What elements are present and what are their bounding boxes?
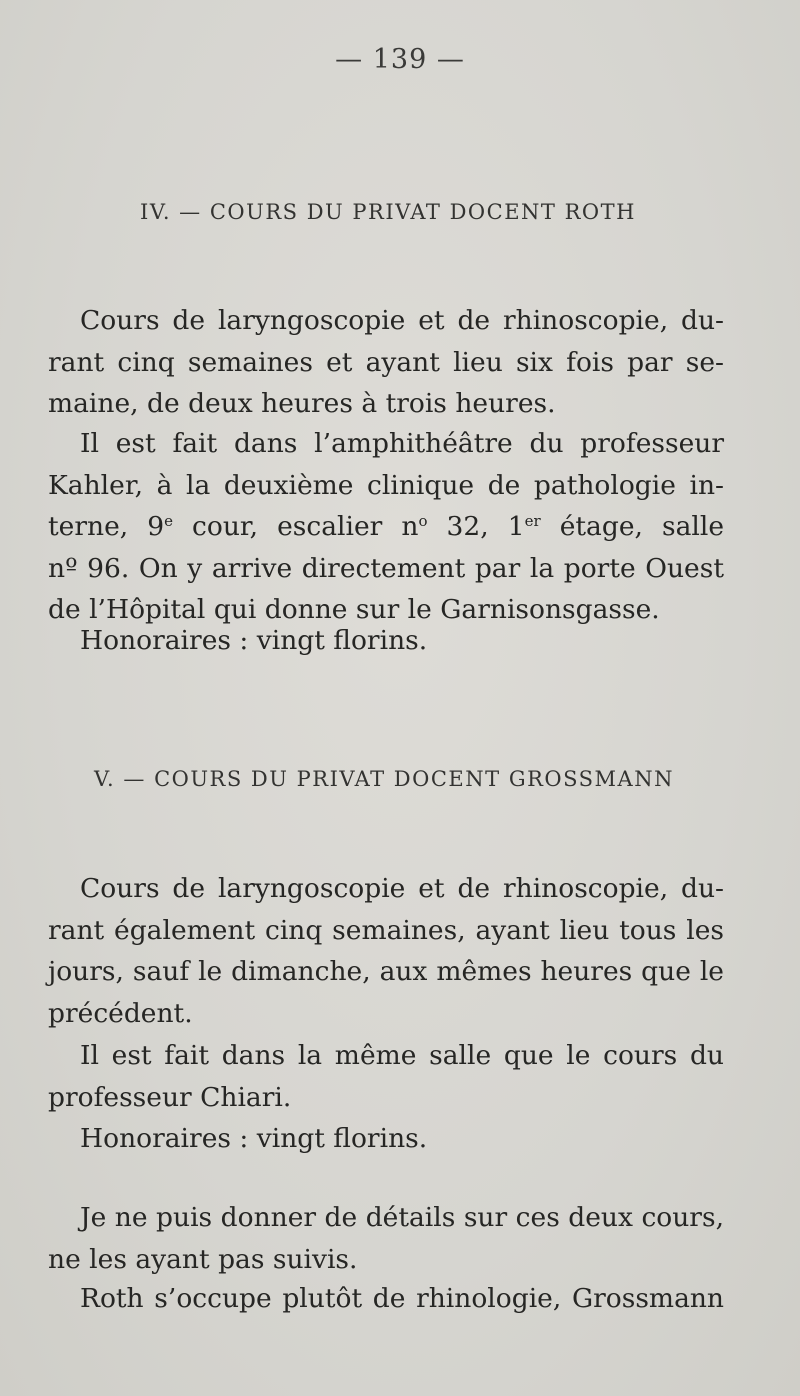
paragraph-grossmann-fees [48,1118,724,1160]
text-line: jours, sauf le dimanche, aux mêmes heures que le [48,956,724,987]
paragraph-roth-course [48,300,724,425]
text-line: Kahler, à la deuxième clinique de pathologie in- [48,469,724,501]
text-line: Roth s’occupe plutôt de rhinologie, Grossmann [80,1283,724,1314]
paragraph-roth-fees [48,620,724,662]
paragraph-author-note [48,1197,724,1280]
text-line: maine, de deux heures à trois heures. [48,388,556,419]
text-line: Honoraires : vingt florins. [80,625,428,656]
text-line: rant cinq semaines et ayant lieu six fois par se- [48,346,724,378]
paragraph-grossmann-location [48,1035,724,1118]
text-line: Cours de laryngoscopie et de rhinoscopie, du- [80,305,724,336]
page-number: — 139 — [335,44,465,75]
text-line: Cours de laryngoscopie et de rhinoscopie, du- [80,873,724,904]
text-line: terne, 9e cour, escalier $n^o$ 32, 1er étage, salle [48,511,724,542]
text-line: Il est fait dans l’amphithéâtre du professeur [80,428,724,459]
paragraph-roth-location [48,423,724,631]
paragraph-grossmann-course [48,868,724,1034]
text-line: Il est fait dans la même salle que le cours du [80,1040,724,1071]
text-line: Honoraires : vingt florins. [80,1123,428,1154]
text-line: de l’Hôpital qui donne sur le Garnisonsgasse. [48,594,660,625]
paragraph-specialties [48,1278,724,1320]
text-line: professeur Chiari. [48,1081,292,1113]
text-line: nº 96. On y arrive directement par la porte Ouest [48,552,724,584]
section-heading-v: V. — COURS DU PRIVAT DOCENT GROSSMANN [94,767,674,791]
text-line: précédent. [48,997,193,1029]
text-line: ne les ayant pas suivis. [48,1243,358,1275]
section-heading-iv: IV. — COURS DU PRIVAT DOCENT ROTH [140,200,636,224]
text-line: Je ne puis donner de détails sur ces deux cours, [80,1202,724,1233]
text-line: rant également cinq semaines, ayant lieu tous les [48,914,724,946]
